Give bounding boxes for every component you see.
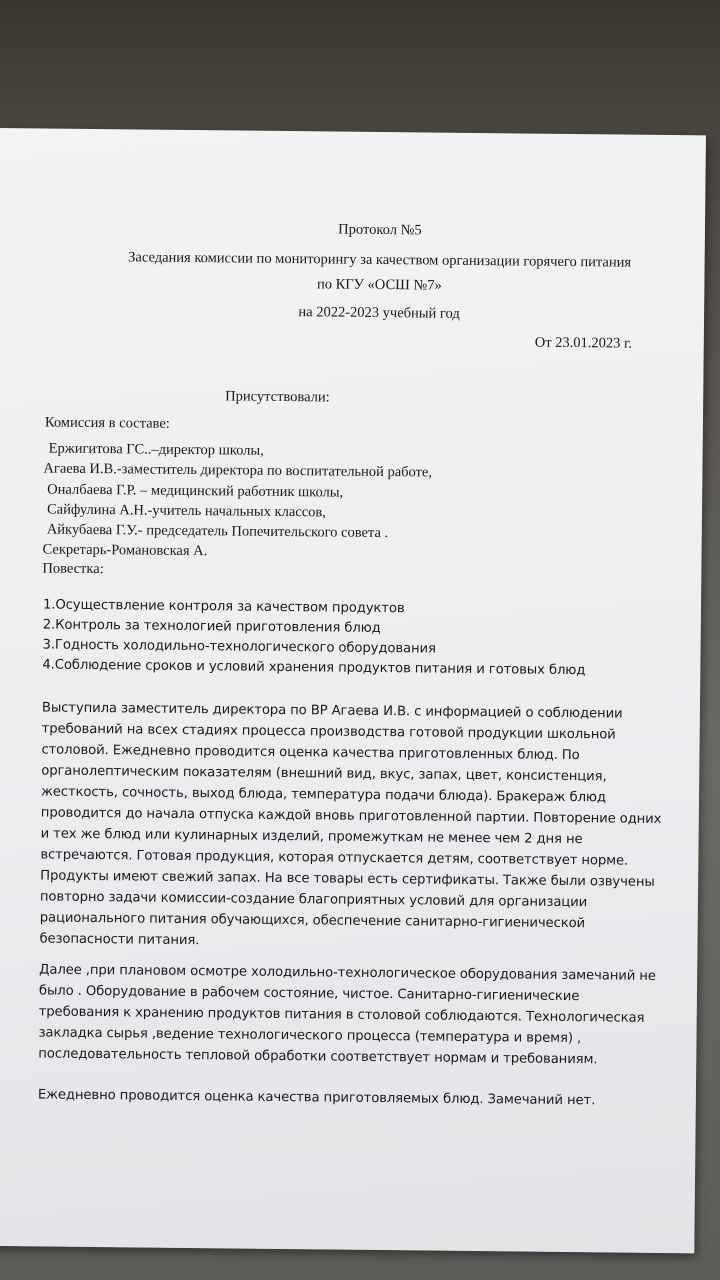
agenda-item: 1.Осуществление контроля за качеством продуктов <box>42 597 405 617</box>
inspection-line: было . Оборудование в рабочем состояние, чистое. Санитарно-гигиенические <box>38 983 580 1005</box>
commission-label: Комиссия в составе: <box>44 414 170 432</box>
agenda-item: 3.Годность холодильно-технологического оборудования <box>42 637 436 657</box>
inspection-line: требования к хранению продуктов питания в столовой соблюдаются. Технологическая <box>38 1004 645 1026</box>
secretary-line: Секретарь-Романовская А. <box>42 541 208 560</box>
attendees-heading: Присутствовали: <box>225 388 330 406</box>
report-line: столовой. Ежедневно проводится оценка качества приготовленных блюд. По <box>41 742 580 764</box>
agenda-label: Повестка: <box>42 560 104 578</box>
inspection-line: последовательность тепловой обработки соответствует нормам и требованиям. <box>38 1046 598 1068</box>
report-line: Продукты имеют свежий запах. На все товары есть сертификаты. Также были озвучены <box>40 868 655 890</box>
report-line: рационального питания обучающихся, обеспечение санитарно-гигиенической <box>39 910 586 932</box>
report-line: требований на всех стадиях процесса производства готовой продукции школьной <box>41 721 616 743</box>
document-page <box>0 128 706 1253</box>
report-line: Выступила заместитель директора по ВР Агаева И.В. с информацией о соблюдении <box>41 700 623 722</box>
report-line: безопасности питания. <box>39 931 200 949</box>
member-item: Агаева И.В.-заместитель директора по воспитательной работе, <box>43 460 433 481</box>
agenda-item: 4.Соблюдение сроков и условий хранения продуктов питания и готовых блюд <box>42 657 586 679</box>
report-line: проводится до начала отпуска каждой вновь приготовленной партии. Повторение одних <box>40 805 662 827</box>
inspection-line: Далее ,при плановом осмотре холодильно-технологическое оборудования замечаний не <box>39 962 656 984</box>
report-line: органолептическим показателям (внешний вид, вкус, запах, цвет, консистенция, <box>41 763 607 785</box>
inspection-line: закладка сырья ,ведение технологического процесса (температура и время) , <box>38 1025 582 1047</box>
protocol-subtitle: Заседания комиссии по мониторингу за качеством организации горячего питания <box>128 249 632 271</box>
conclusion-line: Ежедневно проводится оценка качества приготовляемых блюд. Замечаний нет. <box>37 1087 596 1109</box>
member-item: Оналбаева Г.Р. – медицинский работник школы, <box>47 481 344 501</box>
protocol-title: Протокол №5 <box>338 221 422 239</box>
member-item: Сайфулина А.Н.-учитель начальных классов, <box>46 501 326 521</box>
report-line: повторно задачи комиссии-создание благоприятных условий для организации <box>39 889 588 911</box>
report-line: и тех же блюд или кулинарных изделий, промежуткам не менее чем 2 дня не <box>40 826 583 848</box>
report-line: жесткость, сочность, выход блюда, температура подачи блюда). Бракераж блюд <box>40 784 607 806</box>
organization-name: по КГУ «ОСШ №7» <box>316 276 442 294</box>
protocol-date: От 23.01.2023 г. <box>534 334 633 352</box>
school-year: на 2022-2023 учебный год <box>298 304 460 322</box>
agenda-item: 2.Контроль за технологией приготовления блюд <box>42 617 381 637</box>
member-item: Айкубаева Г.У.- председатель Попечительского совета . <box>46 521 389 542</box>
report-line: встречаются. Готовая продукция, которая отпускается детям, соответствует норме. <box>40 847 629 869</box>
member-item: Ержигитова ГС..–директор школы, <box>48 440 264 459</box>
